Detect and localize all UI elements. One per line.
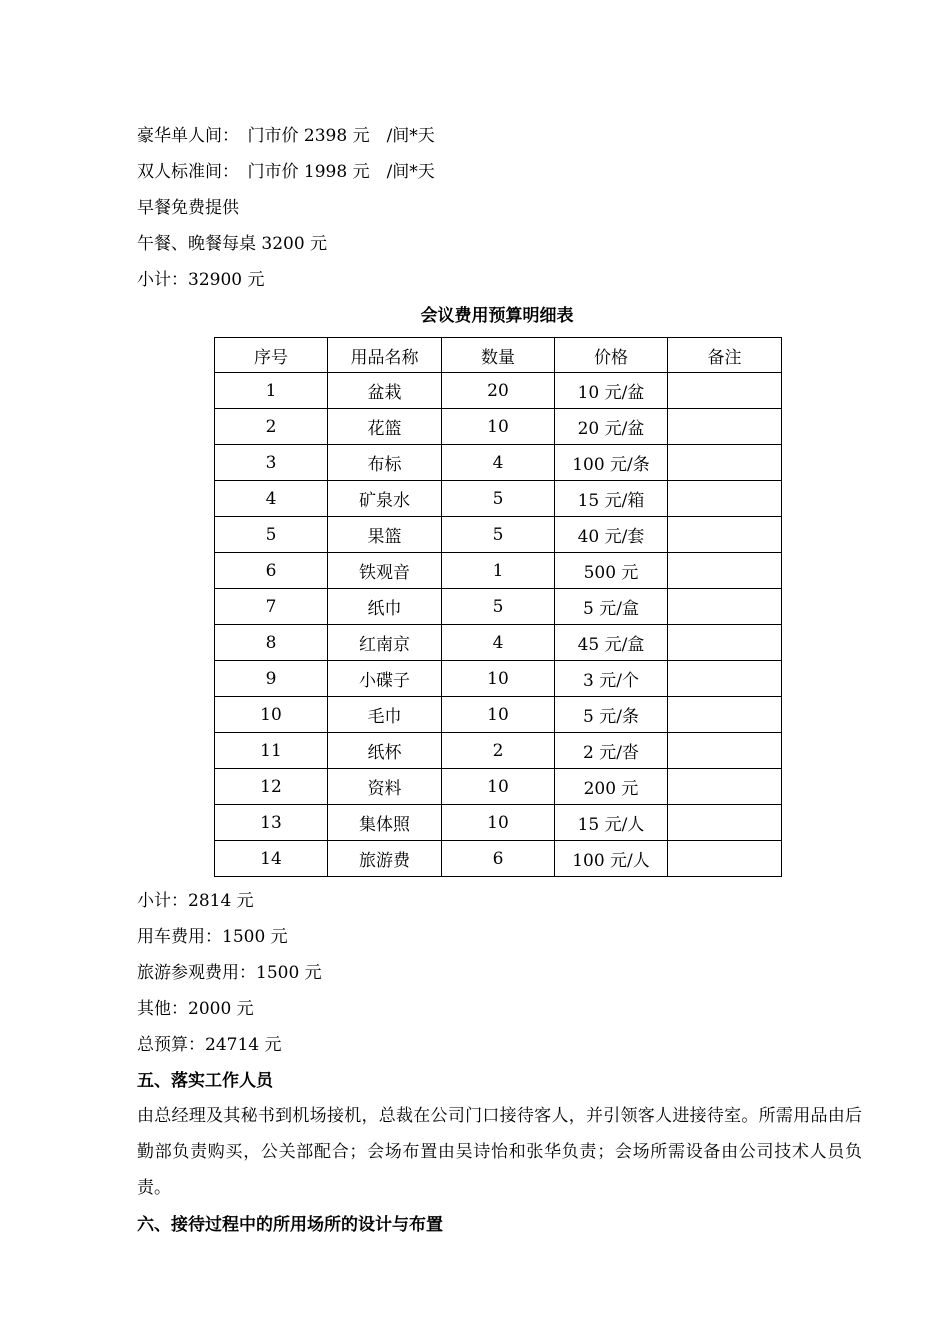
table-cell xyxy=(668,805,782,841)
table-cell: 布标 xyxy=(328,445,442,481)
lodging-subtotal: 小计：32900 元 xyxy=(137,270,265,290)
table-cell xyxy=(668,841,782,877)
table-row xyxy=(215,553,782,589)
table-cell: 15 元/箱 xyxy=(555,481,668,517)
table-cell: 200 元 xyxy=(555,769,668,805)
table-cell: 5 xyxy=(442,589,555,625)
section-5-heading: 五、落实工作人员 xyxy=(137,1071,273,1091)
table-cell: 2 元/沓 xyxy=(555,733,668,769)
table-cell: 20 元/盆 xyxy=(555,409,668,445)
table-cell: 集体照 xyxy=(328,805,442,841)
table-cell xyxy=(668,661,782,697)
table-cell: 4 xyxy=(442,625,555,661)
lodging-line: 午餐、晚餐每桌 3200 元 xyxy=(137,234,328,254)
table-cell: 3 xyxy=(215,445,328,481)
table-cell: 11 xyxy=(215,733,328,769)
table-cell: 10 xyxy=(442,769,555,805)
table-row xyxy=(215,661,782,697)
table-row xyxy=(215,733,782,769)
table-row xyxy=(215,481,782,517)
table-cell: 花篮 xyxy=(328,409,442,445)
table-row xyxy=(215,625,782,661)
table-cell: 旅游费 xyxy=(328,841,442,877)
header-cell: 价格 xyxy=(555,338,668,373)
table-row xyxy=(215,841,782,877)
table-cell: 45 元/盒 xyxy=(555,625,668,661)
table-cell: 矿泉水 xyxy=(328,481,442,517)
table-cell: 13 xyxy=(215,805,328,841)
lodging-line: 早餐免费提供 xyxy=(137,198,239,218)
table-cell: 7 xyxy=(215,589,328,625)
table-cell: 5 元/盒 xyxy=(555,589,668,625)
lodging-line: 豪华单人间： 门市价 2398 元 /间*天 xyxy=(137,126,435,146)
summary-line: 其他：2000 元 xyxy=(137,999,254,1019)
table-row xyxy=(215,589,782,625)
table-cell: 500 元 xyxy=(555,553,668,589)
table-cell: 盆栽 xyxy=(328,373,442,409)
table-cell: 10 元/盆 xyxy=(555,373,668,409)
table-cell: 5 元/条 xyxy=(555,697,668,733)
table-cell: 1 xyxy=(442,553,555,589)
table-cell: 10 xyxy=(442,805,555,841)
table-cell: 4 xyxy=(442,445,555,481)
table-cell xyxy=(668,625,782,661)
table-cell: 6 xyxy=(442,841,555,877)
table-row xyxy=(215,445,782,481)
table-row xyxy=(215,409,782,445)
table-cell: 100 元/人 xyxy=(555,841,668,877)
table-row xyxy=(215,517,782,553)
table-row xyxy=(215,805,782,841)
lodging-line: 双人标准间： 门市价 1998 元 /间*天 xyxy=(137,162,435,182)
table-cell: 10 xyxy=(442,409,555,445)
table-cell: 10 xyxy=(442,697,555,733)
table-cell: 10 xyxy=(215,697,328,733)
table-cell: 红南京 xyxy=(328,625,442,661)
table-cell: 2 xyxy=(442,733,555,769)
table-cell: 6 xyxy=(215,553,328,589)
section-6-heading: 六、接待过程中的所用场所的设计与布置 xyxy=(137,1215,443,1235)
table-cell: 8 xyxy=(215,625,328,661)
table-row xyxy=(215,373,782,409)
table-cell: 10 xyxy=(442,661,555,697)
budget-table xyxy=(214,337,782,877)
table-cell: 果篮 xyxy=(328,517,442,553)
table-cell: 铁观音 xyxy=(328,553,442,589)
table-cell xyxy=(668,445,782,481)
header-cell: 用品名称 xyxy=(328,338,442,373)
summary-line: 用车费用：1500 元 xyxy=(137,927,288,947)
table-body xyxy=(215,373,782,877)
total-budget: 总预算：24714 元 xyxy=(137,1035,282,1055)
table-cell: 1 xyxy=(215,373,328,409)
table-cell xyxy=(668,733,782,769)
table-cell: 20 xyxy=(442,373,555,409)
table-cell: 12 xyxy=(215,769,328,805)
table-cell: 小碟子 xyxy=(328,661,442,697)
table-cell xyxy=(668,769,782,805)
table-cell: 4 xyxy=(215,481,328,517)
table-cell xyxy=(668,481,782,517)
header-cell: 数量 xyxy=(442,338,555,373)
table-cell: 2 xyxy=(215,409,328,445)
header-cell: 备注 xyxy=(668,338,782,373)
table-header-row xyxy=(215,338,782,373)
table-cell: 5 xyxy=(442,517,555,553)
table-cell: 14 xyxy=(215,841,328,877)
table-cell: 纸巾 xyxy=(328,589,442,625)
table-cell: 纸杯 xyxy=(328,733,442,769)
section-5-body: 由总经理及其秘书到机场接机，总裁在公司门口接待客人，并引领客人进接待室。所需用品由后勤部负责购买，公关部配合；会场布置由吴诗怡和张华负责；会场所需设备由公司技术人员负责。 xyxy=(137,1106,862,1198)
table-cell xyxy=(668,589,782,625)
table-cell: 15 元/人 xyxy=(555,805,668,841)
table-cell xyxy=(668,409,782,445)
table-cell xyxy=(668,517,782,553)
table-cell: 3 元/个 xyxy=(555,661,668,697)
table-row xyxy=(215,697,782,733)
summary-line: 小计：2814 元 xyxy=(137,891,254,911)
table-cell: 毛巾 xyxy=(328,697,442,733)
table-cell: 9 xyxy=(215,661,328,697)
summary-line: 旅游参观费用：1500 元 xyxy=(137,963,322,983)
table-caption: 会议费用预算明细表 xyxy=(420,306,574,326)
table-cell xyxy=(668,697,782,733)
table-cell: 5 xyxy=(215,517,328,553)
table-row xyxy=(215,769,782,805)
table-cell: 5 xyxy=(442,481,555,517)
table-cell: 40 元/套 xyxy=(555,517,668,553)
header-cell: 序号 xyxy=(215,338,328,373)
table-cell: 100 元/条 xyxy=(555,445,668,481)
lodging-section xyxy=(137,118,860,298)
table-cell xyxy=(668,553,782,589)
table-cell xyxy=(668,373,782,409)
summary-section xyxy=(137,883,860,1099)
table-cell: 资料 xyxy=(328,769,442,805)
